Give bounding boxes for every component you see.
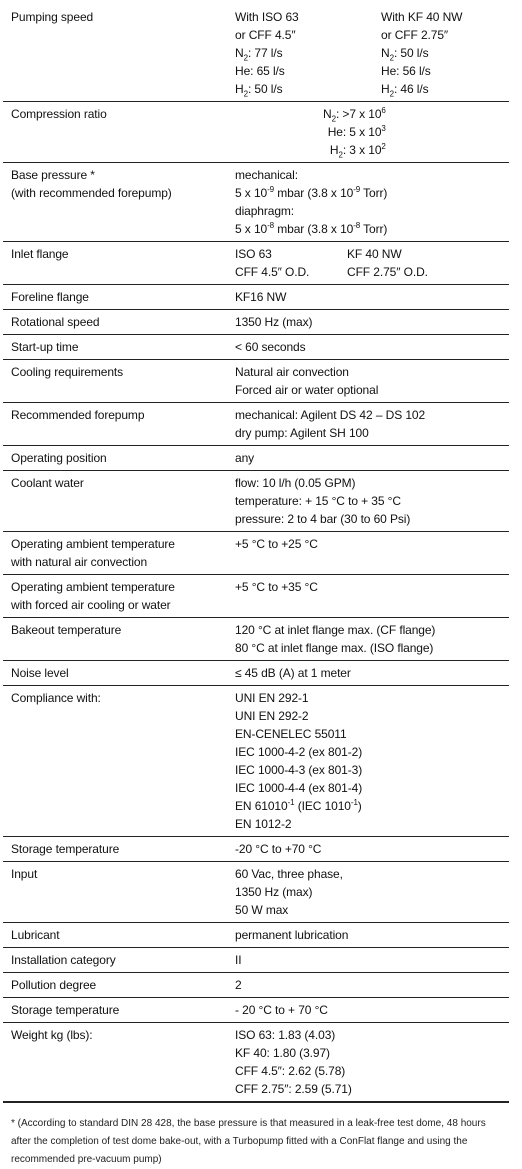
spec-value-line: pressure: 2 to 4 bar (30 to 60 Psi) — [235, 512, 411, 526]
spec-value — [227, 242, 509, 285]
spec-value-line: CFF 4.5″ O.D. — [235, 265, 310, 279]
spec-value-line: IEC 1000-4-4 (ex 801-4) — [235, 781, 363, 795]
spec-label — [3, 661, 227, 686]
spec-value-line: 50 W max — [235, 903, 289, 917]
spec-label-line: Recommended forepump — [11, 408, 145, 422]
spec-value-line: UNI EN 292-2 — [235, 709, 309, 723]
spec-value-line: 1350 Hz (max) — [235, 885, 313, 899]
spec-value — [227, 335, 509, 360]
spec-row — [3, 661, 509, 686]
spec-value — [227, 403, 509, 446]
spec-label — [3, 973, 227, 998]
spec-row — [3, 923, 509, 948]
spec-row — [3, 1023, 509, 1103]
spec-value — [227, 862, 509, 923]
spec-value-line: +5 °C to +35 °C — [235, 580, 318, 594]
spec-label — [3, 0, 227, 102]
spec-value-line: KF16 NW — [235, 290, 287, 304]
spec-value-col-2 — [381, 8, 503, 98]
spec-label-line: Start-up time — [11, 340, 79, 354]
spec-value-col-1 — [235, 8, 381, 98]
spec-value-line: or CFF 4.5″ — [235, 28, 296, 42]
spec-value-line: He: 65 l/s — [235, 64, 285, 78]
spec-value-line: 80 °C at inlet flange max. (ISO flange) — [235, 641, 434, 655]
spec-sheet — [3, 0, 509, 1169]
spec-value-line: 120 °C at inlet flange max. (CF flange) — [235, 623, 436, 637]
spec-value-line: 2 — [235, 978, 242, 992]
spec-label — [3, 335, 227, 360]
spec-row — [3, 973, 509, 998]
spec-value-line: any — [235, 451, 255, 465]
spec-row — [3, 575, 509, 618]
spec-row — [3, 532, 509, 575]
spec-label — [3, 1023, 227, 1103]
spec-label-line: Inlet flange — [11, 247, 69, 261]
spec-value-line: - 20 °C to + 70 °C — [235, 1003, 328, 1017]
spec-label-line: Pollution degree — [11, 978, 97, 992]
spec-value — [227, 446, 509, 471]
spec-label-line: with natural air convection — [11, 555, 148, 569]
spec-value-line: 60 Vac, three phase, — [235, 867, 343, 881]
spec-value-line: EN-CENELEC 55011 — [235, 727, 347, 741]
spec-value — [227, 575, 509, 618]
spec-value-line: CFF 2.75″: 2.59 (5.71) — [235, 1082, 352, 1096]
spec-row — [3, 310, 509, 335]
spec-value-line: KF 40 NW — [347, 247, 402, 261]
spec-row — [3, 618, 509, 661]
spec-value-line: $N_2$: >7 x $10^6$ — [323, 106, 386, 124]
spec-label-line: Foreline flange — [11, 290, 89, 304]
spec-value-line: $H_2$: 3 x $10^2$ — [329, 142, 386, 160]
spec-value — [227, 998, 509, 1023]
spec-label-line: Rotational speed — [11, 315, 100, 329]
spec-value-line: KF 40: 1.80 (3.97) — [235, 1046, 330, 1060]
spec-row — [3, 102, 509, 163]
spec-value-line: flow: 10 l/h (0.05 GPM) — [235, 476, 356, 490]
spec-value-line: $H_2$: 50 l/s — [235, 82, 283, 99]
spec-row — [3, 335, 509, 360]
spec-value — [227, 471, 509, 532]
spec-row — [3, 403, 509, 446]
spec-value-line: ISO 63: 1.83 (4.03) — [235, 1028, 336, 1042]
spec-label-line: Lubricant — [11, 928, 60, 942]
spec-label — [3, 446, 227, 471]
spec-value-line: 5 x $10^{-9}$ mbar (3.8 x $10^{-9}$ Torr) — [235, 185, 388, 200]
spec-value-line: < 60 seconds — [235, 340, 306, 354]
specifications-table-body — [3, 0, 509, 1102]
spec-label-line: Storage temperature — [11, 842, 120, 856]
spec-value-line: UNI EN 292-1 — [235, 691, 309, 705]
spec-label-line: Noise level — [11, 666, 69, 680]
spec-value-col-2 — [347, 245, 503, 281]
spec-value-line: CFF 4.5″: 2.62 (5.78) — [235, 1064, 346, 1078]
spec-value-line: diaphragm: — [235, 204, 295, 218]
spec-value-line: With ISO 63 — [235, 10, 299, 24]
spec-value — [227, 310, 509, 335]
spec-row — [3, 686, 509, 837]
spec-label-line: Coolant water — [11, 476, 84, 490]
spec-label-line: Operating ambient temperature — [11, 580, 175, 594]
spec-value-line: $N_2$: 50 l/s — [381, 46, 429, 63]
spec-value — [227, 532, 509, 575]
spec-label — [3, 403, 227, 446]
spec-label-line: Pumping speed — [11, 10, 94, 24]
spec-value-line: IEC 1000-4-3 (ex 801-3) — [235, 763, 363, 777]
spec-row — [3, 948, 509, 973]
spec-row — [3, 446, 509, 471]
spec-label-line: Compliance with: — [11, 691, 101, 705]
spec-value-line: EN 1012-2 — [235, 817, 292, 831]
spec-value-line: He: 56 l/s — [381, 64, 431, 78]
spec-value-line: Natural air convection — [235, 365, 349, 379]
spec-value-col-1 — [235, 245, 347, 281]
spec-label — [3, 837, 227, 862]
spec-value-line: dry pump: Agilent SH 100 — [235, 426, 369, 440]
spec-row — [3, 242, 509, 285]
spec-label-line: Bakeout temperature — [11, 623, 122, 637]
spec-label — [3, 471, 227, 532]
spec-value-line: IEC 1000-4-2 (ex 801-2) — [235, 745, 363, 759]
spec-label-line: Storage temperature — [11, 1003, 120, 1017]
spec-value-line: -20 °C to +70 °C — [235, 842, 322, 856]
spec-label-line: Input — [11, 867, 38, 881]
spec-row — [3, 837, 509, 862]
specifications-table — [3, 0, 509, 1103]
spec-value-line: $N_2$: 77 l/s — [235, 46, 283, 63]
spec-row — [3, 163, 509, 242]
spec-row — [3, 471, 509, 532]
spec-label — [3, 102, 227, 163]
spec-value-line: With KF 40 NW — [381, 10, 463, 24]
spec-label — [3, 242, 227, 285]
spec-label-line: Base pressure * — [11, 168, 95, 182]
spec-label — [3, 618, 227, 661]
spec-label — [3, 310, 227, 335]
spec-value-line: $H_2$: 46 l/s — [381, 82, 429, 99]
spec-row — [3, 285, 509, 310]
spec-label — [3, 923, 227, 948]
spec-value-line: or CFF 2.75″ — [381, 28, 449, 42]
spec-value-centered — [323, 105, 386, 159]
spec-value-line: EN $61010^{-1}$ (IEC $1010^{-1}$) — [235, 798, 362, 813]
spec-label-line: Cooling requirements — [11, 365, 124, 379]
spec-label — [3, 360, 227, 403]
spec-row — [3, 360, 509, 403]
spec-value — [227, 973, 509, 998]
spec-label-line: Weight kg (lbs): — [11, 1028, 93, 1042]
spec-value-line: CFF 2.75″ O.D. — [347, 265, 428, 279]
spec-label — [3, 575, 227, 618]
spec-value — [227, 686, 509, 837]
spec-value — [227, 360, 509, 403]
spec-value-line: +5 °C to +25 °C — [235, 537, 318, 551]
spec-label-line: Operating position — [11, 451, 107, 465]
spec-label — [3, 686, 227, 837]
spec-value-line: permanent lubrication — [235, 928, 349, 942]
spec-label-line: with forced air cooling or water — [11, 598, 171, 612]
spec-value-line: mechanical: — [235, 168, 298, 182]
spec-label — [3, 862, 227, 923]
spec-value — [227, 0, 509, 102]
spec-label — [3, 532, 227, 575]
spec-label-line: Installation category — [11, 953, 116, 967]
spec-value-line: He: 5 x $10^3$ — [327, 124, 386, 139]
spec-label — [3, 948, 227, 973]
spec-value-line: ≤ 45 dB (A) at 1 meter — [235, 666, 351, 680]
spec-label-line: Compression ratio — [11, 107, 107, 121]
spec-value — [227, 837, 509, 862]
spec-value-line: mechanical: Agilent DS 42 – DS 102 — [235, 408, 426, 422]
spec-value — [227, 102, 509, 163]
spec-row — [3, 998, 509, 1023]
spec-value-line: 5 x $10^{-8}$ mbar (3.8 x $10^{-8}$ Torr) — [235, 221, 388, 236]
spec-label-line: Operating ambient temperature — [11, 537, 175, 551]
spec-value — [227, 661, 509, 686]
spec-value-line: 1350 Hz (max) — [235, 315, 313, 329]
spec-label — [3, 998, 227, 1023]
spec-row — [3, 862, 509, 923]
spec-value — [227, 163, 509, 242]
spec-value-line: temperature: + 15 °C to + 35 °C — [235, 494, 401, 508]
spec-value — [227, 285, 509, 310]
spec-value — [227, 618, 509, 661]
spec-label — [3, 285, 227, 310]
spec-label-line: (with recommended forepump) — [11, 186, 172, 200]
spec-value-line: Forced air or water optional — [235, 383, 379, 397]
spec-value-line: II — [235, 953, 242, 967]
spec-row — [3, 0, 509, 102]
spec-value — [227, 923, 509, 948]
spec-value-line: ISO 63 — [235, 247, 272, 261]
spec-label — [3, 163, 227, 242]
spec-value — [227, 1023, 509, 1103]
spec-value — [227, 948, 509, 973]
footnote: * (According to standard DIN 28 428, the base pressure is that measured in a leak-free test dome, 48 hours after the completion of test dome bake-out, with a Turbopump fitted with a ConFlat flange and using the recommended pre-vacuum pump) — [11, 1118, 486, 1165]
